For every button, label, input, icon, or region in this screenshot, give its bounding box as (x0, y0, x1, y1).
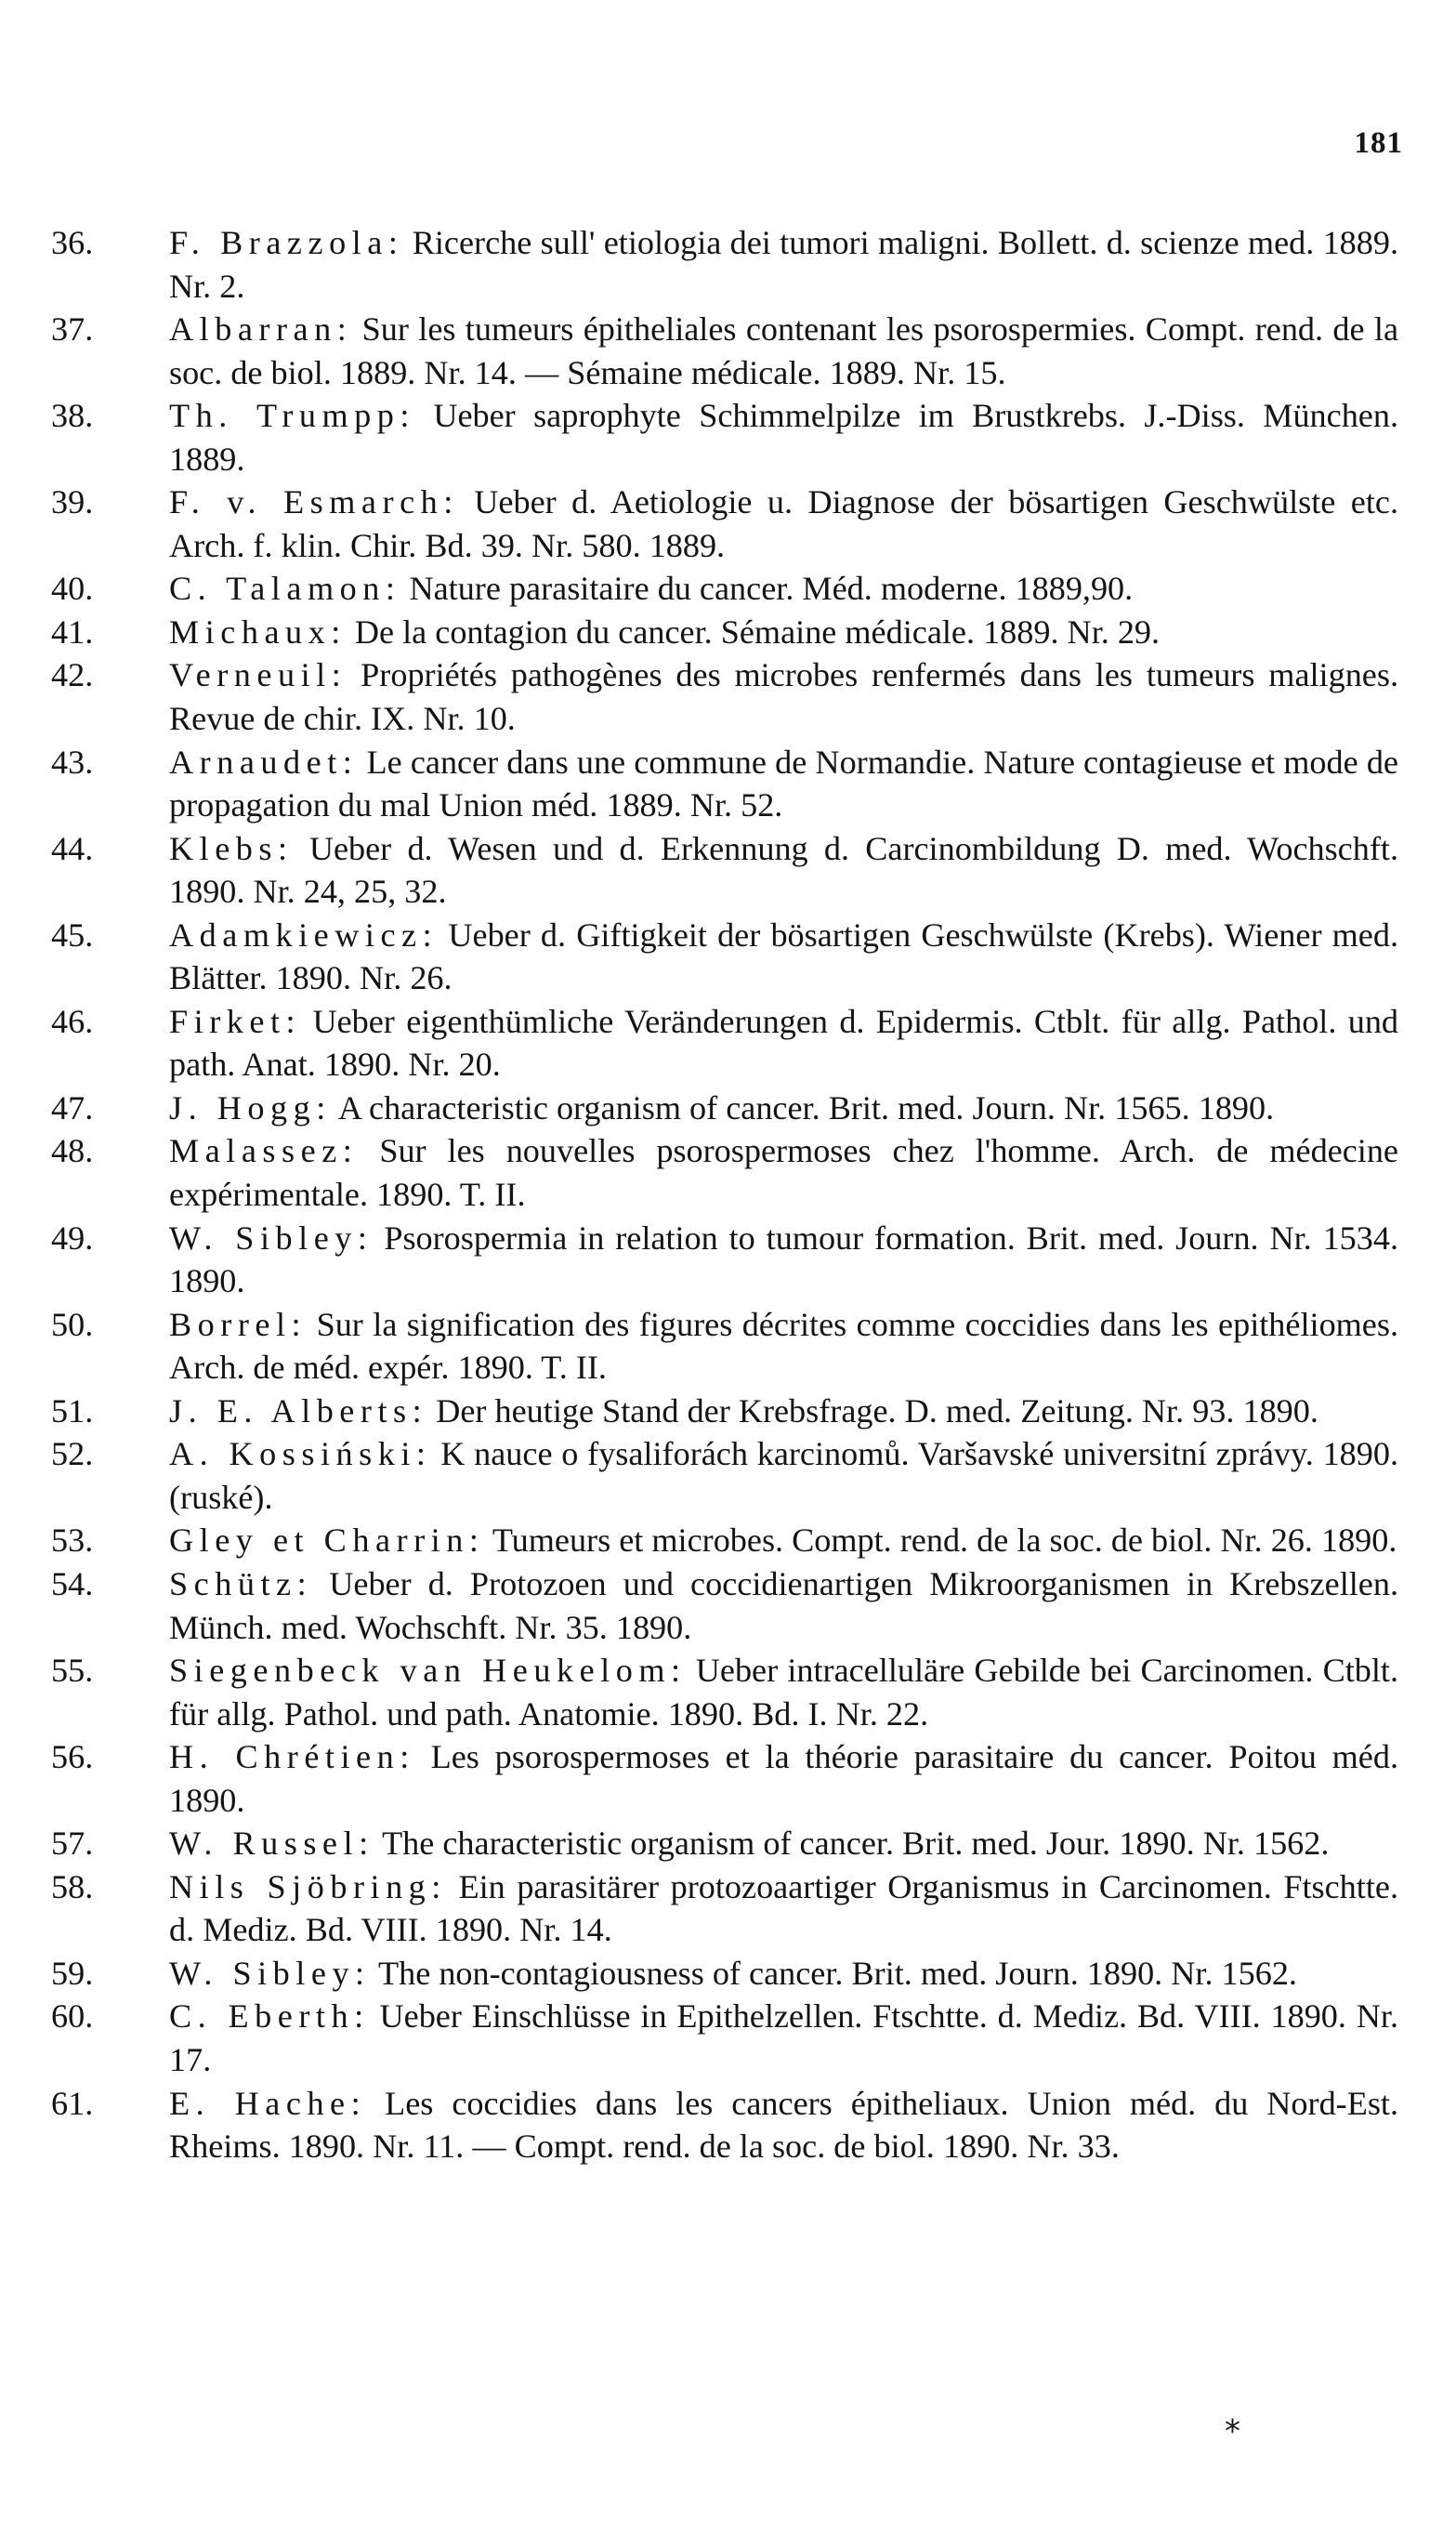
reference-text: Ueber d. Aetiologie u. Diagnose der bösartigen Geschwülste etc. Arch. f. klin. Chir. Bd. 39. Nr. 580. 1889. (169, 483, 1399, 564)
reference-item (51, 1390, 1398, 1433)
reference-item (51, 827, 1398, 914)
reference-item (51, 308, 1398, 394)
reference-item (51, 1649, 1398, 1735)
reference-number: 59. (51, 1954, 94, 1992)
reference-item (51, 741, 1398, 827)
reference-item (51, 1995, 1398, 2081)
reference-text: Nature parasitaire du cancer. Méd. moderne. 1889,90. (409, 570, 1134, 608)
reference-item (51, 1952, 1398, 1996)
reference-author: J. E. Alberts: (169, 1391, 428, 1430)
reference-number: 49. (51, 1219, 94, 1257)
reference-text: Ricerche sull' etiologia dei tumori maligni. Bollett. d. scienze med. 1889. Nr. 2. (169, 224, 1399, 305)
reference-item (51, 1562, 1398, 1649)
reference-item (51, 1217, 1398, 1303)
reference-author: Th. Trumpp: (169, 397, 415, 435)
reference-number: 53. (51, 1522, 94, 1560)
reference-text: The characteristic organism of cancer. Brit. med. Jour. 1890. Nr. 1562. (382, 1825, 1330, 1863)
reference-item (51, 394, 1398, 481)
reference-item (51, 1822, 1398, 1865)
reference-author: F. Brazzola: (169, 224, 404, 261)
reference-number: 46. (51, 1002, 94, 1040)
reference-item (51, 1303, 1398, 1390)
reference-text: Les psorospermoses et la théorie parasitaire du cancer. Poitou méd. 1890. (169, 1738, 1398, 1819)
reference-text: Ueber d. Giftigkeit der bösartigen Geschwülste (Krebs). Wiener med. Blätter. 1890. Nr. 26. (169, 916, 1398, 997)
reference-number: 41. (51, 613, 94, 651)
reference-number: 43. (51, 743, 94, 781)
reference-author: Michaux: (169, 613, 347, 651)
reference-text: Sur les nouvelles psorospermoses chez l'homme. Arch. de médecine expérimentale. 1890. T. II. (169, 1132, 1398, 1214)
reference-number: 40. (51, 570, 94, 608)
reference-item (51, 1519, 1398, 1562)
reference-text: Psorospermia in relation to tumour formation. Brit. med. Journ. Nr. 1534. 1890. (169, 1219, 1398, 1300)
reference-item (51, 1865, 1398, 1952)
reference-author: J. Hogg: (169, 1088, 332, 1127)
reference-text: Der heutige Stand der Krebsfrage. D. med. Zeitung. Nr. 93. 1890. (436, 1391, 1318, 1430)
reference-text: Ueber Einschlüsse in Epithelzellen. Ftschtte. d. Mediz. Bd. VIII. 1890. Nr. 17. (169, 1997, 1399, 2078)
reference-number: 42. (51, 656, 94, 694)
reference-number: 61. (51, 2084, 94, 2122)
reference-text: Sur la signification des figures décrites comme coccidies dans les epithéliomes. Arch. de méd. expér. 1890. T. II. (169, 1305, 1399, 1387)
reference-text: Le cancer dans une commune de Normandie. Nature contagieuse et mode de propagation du mal Union méd. 1889. Nr. 52. (169, 743, 1398, 824)
reference-number: 52. (51, 1435, 94, 1473)
reference-author: H. Chrétien: (169, 1738, 415, 1776)
reference-author: Klebs: (169, 829, 294, 867)
reference-item (51, 1087, 1398, 1130)
reference-item (51, 611, 1398, 654)
reference-number: 47. (51, 1088, 94, 1127)
reference-author: Siegenbeck van Heukelom: (169, 1652, 687, 1690)
reference-author: Schütz: (169, 1564, 313, 1602)
reference-author: W. Russel: (169, 1825, 374, 1863)
reference-item (51, 653, 1398, 740)
reference-number: 36. (51, 224, 94, 261)
reference-number: 37. (51, 310, 94, 349)
reference-text: Ueber d. Protozoen und coccidienartigen Mikroorganismen in Krebszellen. Münch. med. Wochschft. Nr. 35. 1890. (169, 1564, 1399, 1646)
reference-text: Les coccidies dans les cancers épitheliaux. Union méd. du Nord-Est. Rheims. 1890. Nr. 11. — Compt. rend. de la soc. de biol. 1890. Nr. 33. (169, 2084, 1398, 2166)
reference-number: 50. (51, 1305, 94, 1343)
reference-number: 51. (51, 1391, 94, 1430)
reference-text: Ein parasitärer protozoaartiger Organismus in Carcinomen. Ftschtte. d. Mediz. Bd. VIII. 1890. Nr. 14. (169, 1867, 1398, 1949)
reference-author: Albarran: (169, 310, 353, 349)
reference-number: 44. (51, 829, 94, 867)
reference-number: 54. (51, 1564, 94, 1602)
reference-author: A. Kossiński: (169, 1435, 432, 1473)
reference-item (51, 1735, 1398, 1822)
reference-number: 60. (51, 1997, 94, 2036)
reference-text: Sur les tumeurs épitheliales contenant les psorospermies. Compt. rend. de la soc. de biol. 1889. Nr. 14. — Sémaine médicale. 1889. Nr. 15. (169, 310, 1399, 391)
footer-mark: * (1225, 2413, 1240, 2450)
reference-author: C. Talamon: (169, 570, 401, 608)
reference-author: Verneuil: (169, 656, 348, 694)
reference-number: 55. (51, 1652, 94, 1690)
page-number: 181 (1354, 126, 1403, 160)
reference-author: Gley et Charrin: (169, 1522, 485, 1560)
reference-item (51, 1432, 1398, 1519)
reference-item (51, 914, 1398, 1000)
reference-text: Tumeurs et microbes. Compt. rend. de la soc. de biol. Nr. 26. 1890. (492, 1522, 1397, 1560)
reference-text: De la contagion du cancer. Sémaine médicale. 1889. Nr. 29. (354, 613, 1161, 651)
reference-author: Nils Sjöbring: (169, 1867, 447, 1905)
reference-text: Ueber d. Wesen und d. Erkennung d. Carcinombildung D. med. Wochschft. 1890. Nr. 24, 25, 32. (169, 829, 1398, 911)
reference-number: 38. (51, 397, 94, 435)
reference-text: Ueber saprophyte Schimmelpilze im Brustkrebs. J.-Diss. München. 1889. (169, 397, 1398, 478)
reference-author: F. v. Esmarch: (169, 483, 459, 521)
reference-list (51, 221, 1398, 2168)
reference-text: K nauce o fysaliforách karcinomů. Varšavské universitní zprávy. 1890. (ruské). (169, 1435, 1398, 1516)
reference-number: 39. (51, 483, 94, 521)
reference-item (51, 481, 1398, 567)
reference-number: 58. (51, 1867, 94, 1905)
reference-item (51, 1129, 1398, 1216)
reference-text: Ueber eigenthümliche Veränderungen d. Epidermis. Ctblt. für allg. Pathol. und path. Anat. 1890. Nr. 20. (169, 1002, 1399, 1084)
reference-author: Adamkiewicz: (169, 916, 439, 954)
reference-author: Malassez: (169, 1132, 359, 1170)
reference-number: 56. (51, 1738, 94, 1776)
reference-author: W. Sibley: (169, 1219, 374, 1257)
reference-author: W. Sibley: (169, 1954, 371, 1992)
reference-text: Propriétés pathogènes des microbes renfermés dans les tumeurs malignes. Revue de chir. IX. Nr. 10. (169, 656, 1398, 738)
reference-item (51, 221, 1398, 308)
reference-author: Firket: (169, 1002, 302, 1040)
reference-number: 57. (51, 1825, 94, 1863)
reference-number: 45. (51, 916, 94, 954)
reference-author: C. Eberth: (169, 1997, 370, 2036)
reference-item (51, 1000, 1398, 1087)
reference-item (51, 2082, 1398, 2168)
reference-text: The non-contagiousness of cancer. Brit. med. Journ. 1890. Nr. 1562. (378, 1954, 1297, 1992)
reference-text: A characteristic organism of cancer. Brit. med. Journ. Nr. 1565. 1890. (337, 1088, 1275, 1127)
reference-number: 48. (51, 1132, 94, 1170)
reference-author: Arnaudet: (169, 743, 359, 781)
reference-author: Borrel: (169, 1305, 308, 1343)
reference-author: E. Hache: (169, 2084, 367, 2122)
reference-text: Ueber intracelluläre Gebilde bei Carcinomen. Ctblt. für allg. Pathol. und path. Anatomie. 1890. Bd. I. Nr. 22. (169, 1652, 1399, 1733)
reference-item (51, 567, 1398, 611)
